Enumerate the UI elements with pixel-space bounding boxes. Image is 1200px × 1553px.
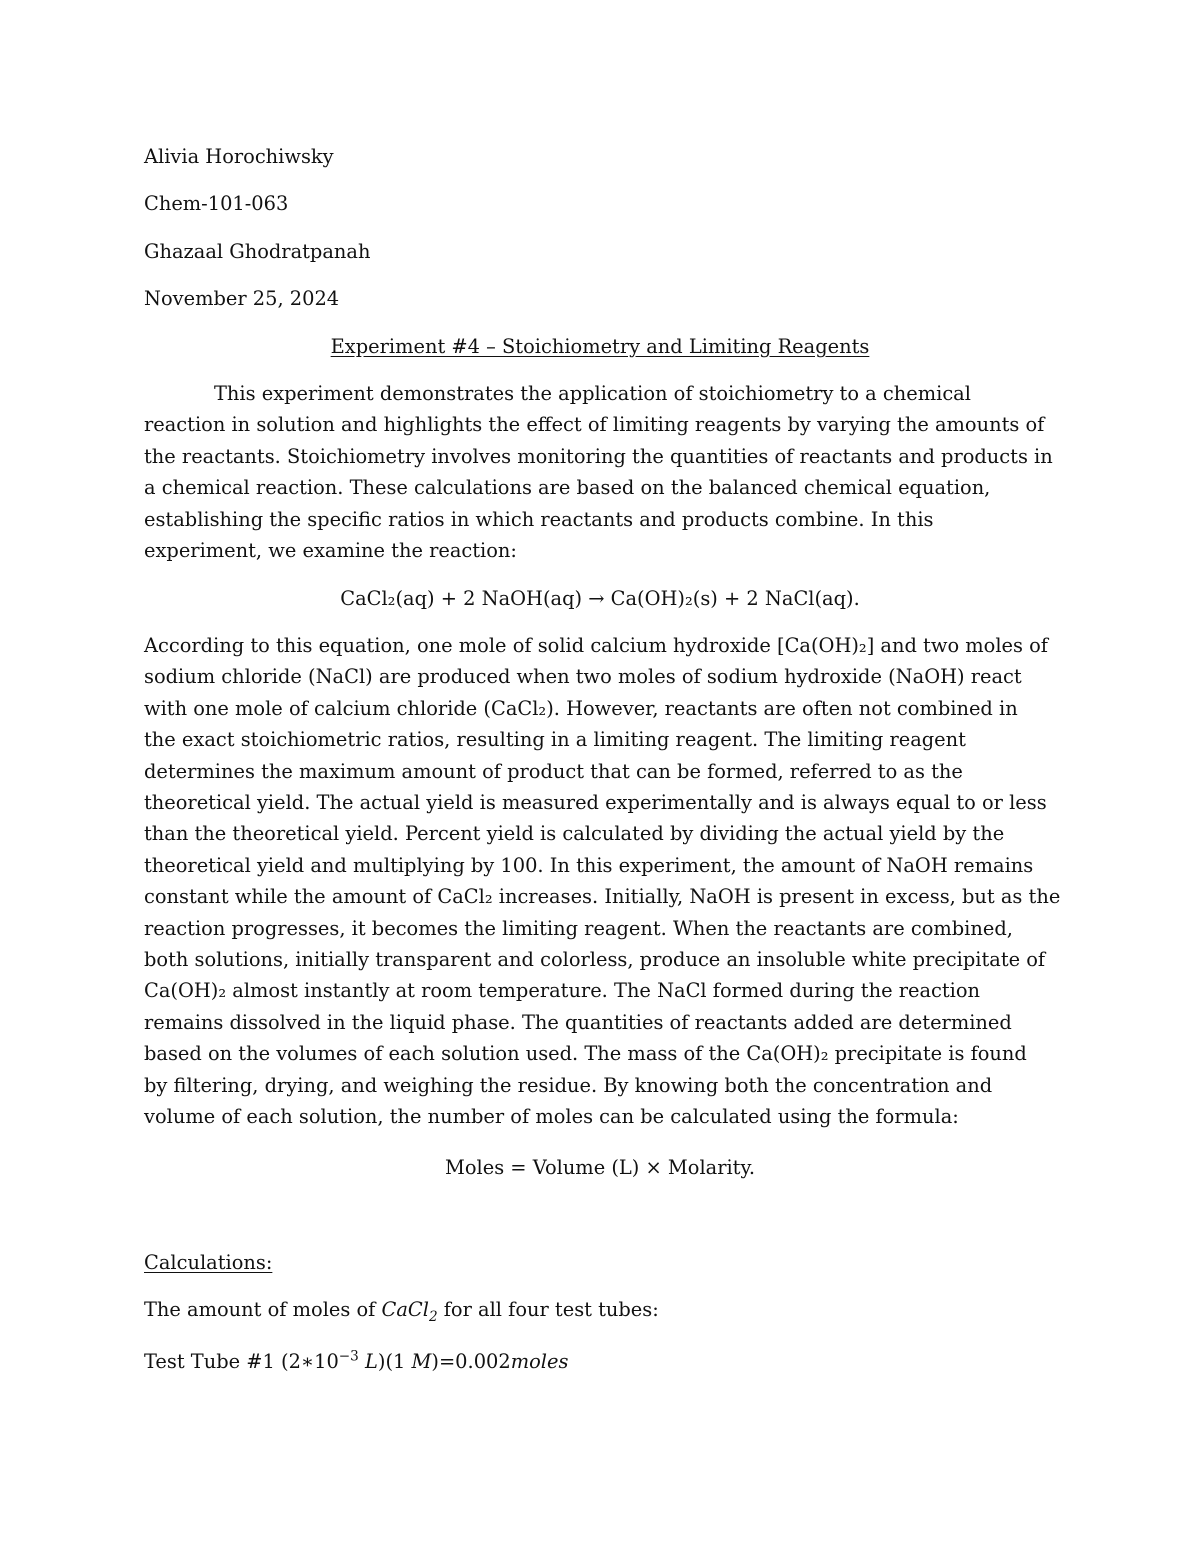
body-line: than the theoretical yield. Percent yield is calculated by dividing the actual yield by the [144, 822, 1005, 846]
body-line: According to this equation, one mole of solid calcium hydroxide [Ca(OH)₂] and two moles of [144, 634, 1048, 657]
expr-molar-unit: M [411, 1350, 432, 1373]
expr-exponent: −3 [338, 1348, 359, 1365]
report-title: Experiment #4 – Stoichiometry and Limiting Reagents [330, 335, 870, 358]
body-line: the exact stoichiometric ratios, resulting in a limiting reagent. The limiting reagent [144, 728, 966, 752]
body-line: Ca(OH)₂ almost instantly at room temperature. The NaCl formed during the reaction [144, 979, 981, 1003]
instructor-name: Ghazaal Ghodratpanah [144, 240, 371, 263]
body-line: determines the maximum amount of product that can be formed, referred to as the [144, 759, 963, 783]
calcium-chloride-subscript: 2 [428, 1308, 438, 1325]
body-paragraph [144, 630, 1074, 1133]
body-line: remains dissolved in the liquid phase. The quantities of reactants added are determined [144, 1010, 1012, 1034]
reaction-equation: CaCl₂(aq) + 2 NaOH(aq) → Ca(OH)₂(s) + 2 NaCl(aq). [340, 587, 860, 610]
report-date: November 25, 2024 [144, 287, 340, 310]
calculations-intro-suffix: for all four test tubes: [437, 1298, 659, 1321]
author-name: Alivia Horochiwsky [144, 145, 334, 168]
expr-open: (2∗10 [281, 1350, 339, 1373]
body-line: theoretical yield and multiplying by 100. In this experiment, the amount of NaOH remains [144, 853, 1034, 877]
calculations-intro-prefix: The amount of moles of [144, 1298, 382, 1321]
expr-liter-unit: L [358, 1350, 378, 1373]
intro-paragraph [144, 378, 1074, 566]
body-line: constant while the amount of CaCl₂ increases. Initially, NaOH is present in excess, but as the [144, 885, 1061, 909]
body-line: sodium chloride (NaCl) are produced when two moles of sodium hydroxide (NaOH) react [144, 665, 1022, 689]
intro-line: This experiment demonstrates the application of stoichiometry to a chemical [214, 382, 971, 405]
course-code: Chem-101-063 [144, 192, 289, 215]
body-line: both solutions, initially transparent and colorless, produce an insoluble white precipitate of [144, 948, 1046, 972]
expr-middle: )(1 [377, 1350, 412, 1373]
calculations-heading: Calculations: [144, 1251, 273, 1274]
intro-line: reaction in solution and highlights the effect of limiting reagents by varying the amounts of [144, 413, 1045, 437]
intro-line: establishing the specific ratios in which reactants and products combine. In this [144, 507, 934, 531]
test-tube-1-calculation [144, 1348, 569, 1373]
intro-line: experiment, we examine the reaction: [144, 539, 517, 563]
body-line: theoretical yield. The actual yield is measured experimentally and is always equal to or less [144, 791, 1047, 815]
expr-moles-unit: moles [510, 1350, 569, 1373]
intro-line: the reactants. Stoichiometry involves monitoring the quantities of reactants and products in [144, 444, 1053, 468]
body-line: based on the volumes of each solution used. The mass of the Ca(OH)₂ precipitate is found [144, 1042, 1027, 1066]
body-line: with one mole of calcium chloride (CaCl₂). However, reactants are often not combined in [144, 696, 1018, 720]
body-line: volume of each solution, the number of moles can be calculated using the formula: [144, 1105, 959, 1129]
body-line: reaction progresses, it becomes the limiting reagent. When the reactants are combined, [144, 916, 1013, 940]
moles-formula: Moles = Volume (L) × Molarity. [444, 1156, 756, 1179]
intro-line: a chemical reaction. These calculations are based on the balanced chemical equation, [144, 476, 991, 500]
calcium-chloride-symbol: CaCl [381, 1298, 429, 1321]
test-tube-label: Test Tube #1 [144, 1350, 282, 1373]
body-line: by filtering, drying, and weighing the residue. By knowing both the concentration and [144, 1073, 993, 1097]
expr-result: )=0.002 [431, 1350, 511, 1373]
calculations-intro [144, 1298, 659, 1325]
